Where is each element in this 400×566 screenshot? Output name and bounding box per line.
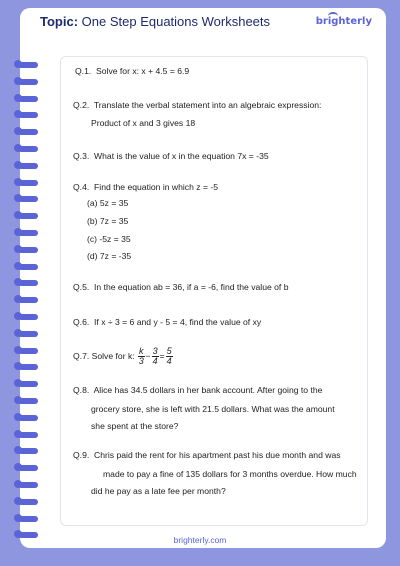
binding-ring — [18, 314, 38, 320]
question-3: Q.3. What is the value of x in the equation 7x = -35 — [73, 151, 269, 161]
binding-ring — [18, 180, 38, 186]
option-b: (b) 7z = 35 — [87, 216, 129, 226]
binding-ring — [18, 331, 38, 337]
question-1: Q.1. Solve for x: x + 4.5 = 6.9 — [75, 66, 190, 76]
question-7: Q.7. Solve for k: $\frac{k}{3}$ − $\frac{3}{4}$ = $\frac{5}{4}$ — [73, 346, 172, 366]
footer-url: brighterly.com — [173, 535, 227, 545]
binding-ring — [18, 297, 38, 303]
binding-ring — [18, 230, 38, 236]
binding-ring — [18, 448, 38, 454]
option-a: (a) 5z = 35 — [87, 198, 129, 208]
question-2-line-2: Product of x and 3 gives 18 — [91, 118, 196, 128]
question-2: Q.2. Translate the verbal statement into an algebraic expression: — [73, 100, 322, 110]
binding-ring — [18, 146, 38, 152]
question-8-line-2: grocery store, she is left with 21.5 dollars. What was the amount — [91, 404, 335, 414]
binding-ring — [18, 348, 38, 354]
questions-card — [60, 56, 368, 526]
option-c: (c) -5z = 35 — [87, 234, 131, 244]
binding-ring — [18, 196, 38, 202]
binding-ring — [18, 62, 38, 68]
fraction-k-over-3: $\frac{k}{3}$ — [138, 346, 144, 366]
binding-ring — [18, 163, 38, 169]
binding-ring — [18, 415, 38, 421]
fraction-5-over-4: $\frac{5}{4}$ — [166, 346, 172, 366]
topic-label: Topic: — [40, 14, 79, 29]
topic-title: One Step Equations Worksheets — [81, 14, 271, 29]
question-9-line-2: made to pay a fine of 135 dollars for 3 months overdue. How much — [103, 469, 357, 479]
question-8: Q.8. Alice has 34.5 dollars in her bank account. After going to the — [73, 385, 323, 395]
page-title — [40, 14, 270, 29]
binding-ring — [18, 264, 38, 270]
binding-ring — [18, 516, 38, 522]
binding-ring — [18, 432, 38, 438]
fraction-3-over-4: $\frac{3}{4}$ — [152, 346, 158, 366]
binding-ring — [18, 499, 38, 505]
question-8-line-3: she spent at the store? — [91, 421, 179, 431]
question-4: Q.4. Find the equation in which z = -5 — [73, 182, 218, 192]
binding-ring — [18, 129, 38, 135]
question-6: Q.6. If x ÷ 3 = 6 and y - 5 = 4, find the value of xy — [73, 317, 262, 327]
binding-ring — [18, 112, 38, 118]
binding-ring — [18, 213, 38, 219]
binding-ring — [18, 247, 38, 253]
binding-ring — [18, 280, 38, 286]
option-d: (d) 7z = -35 — [87, 251, 132, 261]
binding-ring — [18, 96, 38, 102]
binding-ring — [18, 398, 38, 404]
question-9-line-3: did he pay as a late fee per month? — [91, 486, 226, 496]
binding-ring — [18, 79, 38, 85]
binding-ring — [18, 364, 38, 370]
binding-ring — [18, 465, 38, 471]
binding-ring — [18, 381, 38, 387]
brand-logo: brighterly — [315, 16, 372, 27]
binding-ring — [18, 482, 38, 488]
question-9: Q.9. Chris paid the rent for his apartment past his due month and was — [73, 450, 341, 460]
question-5: Q.5. In the equation ab = 36, if a = -6, find the value of b — [73, 282, 289, 292]
